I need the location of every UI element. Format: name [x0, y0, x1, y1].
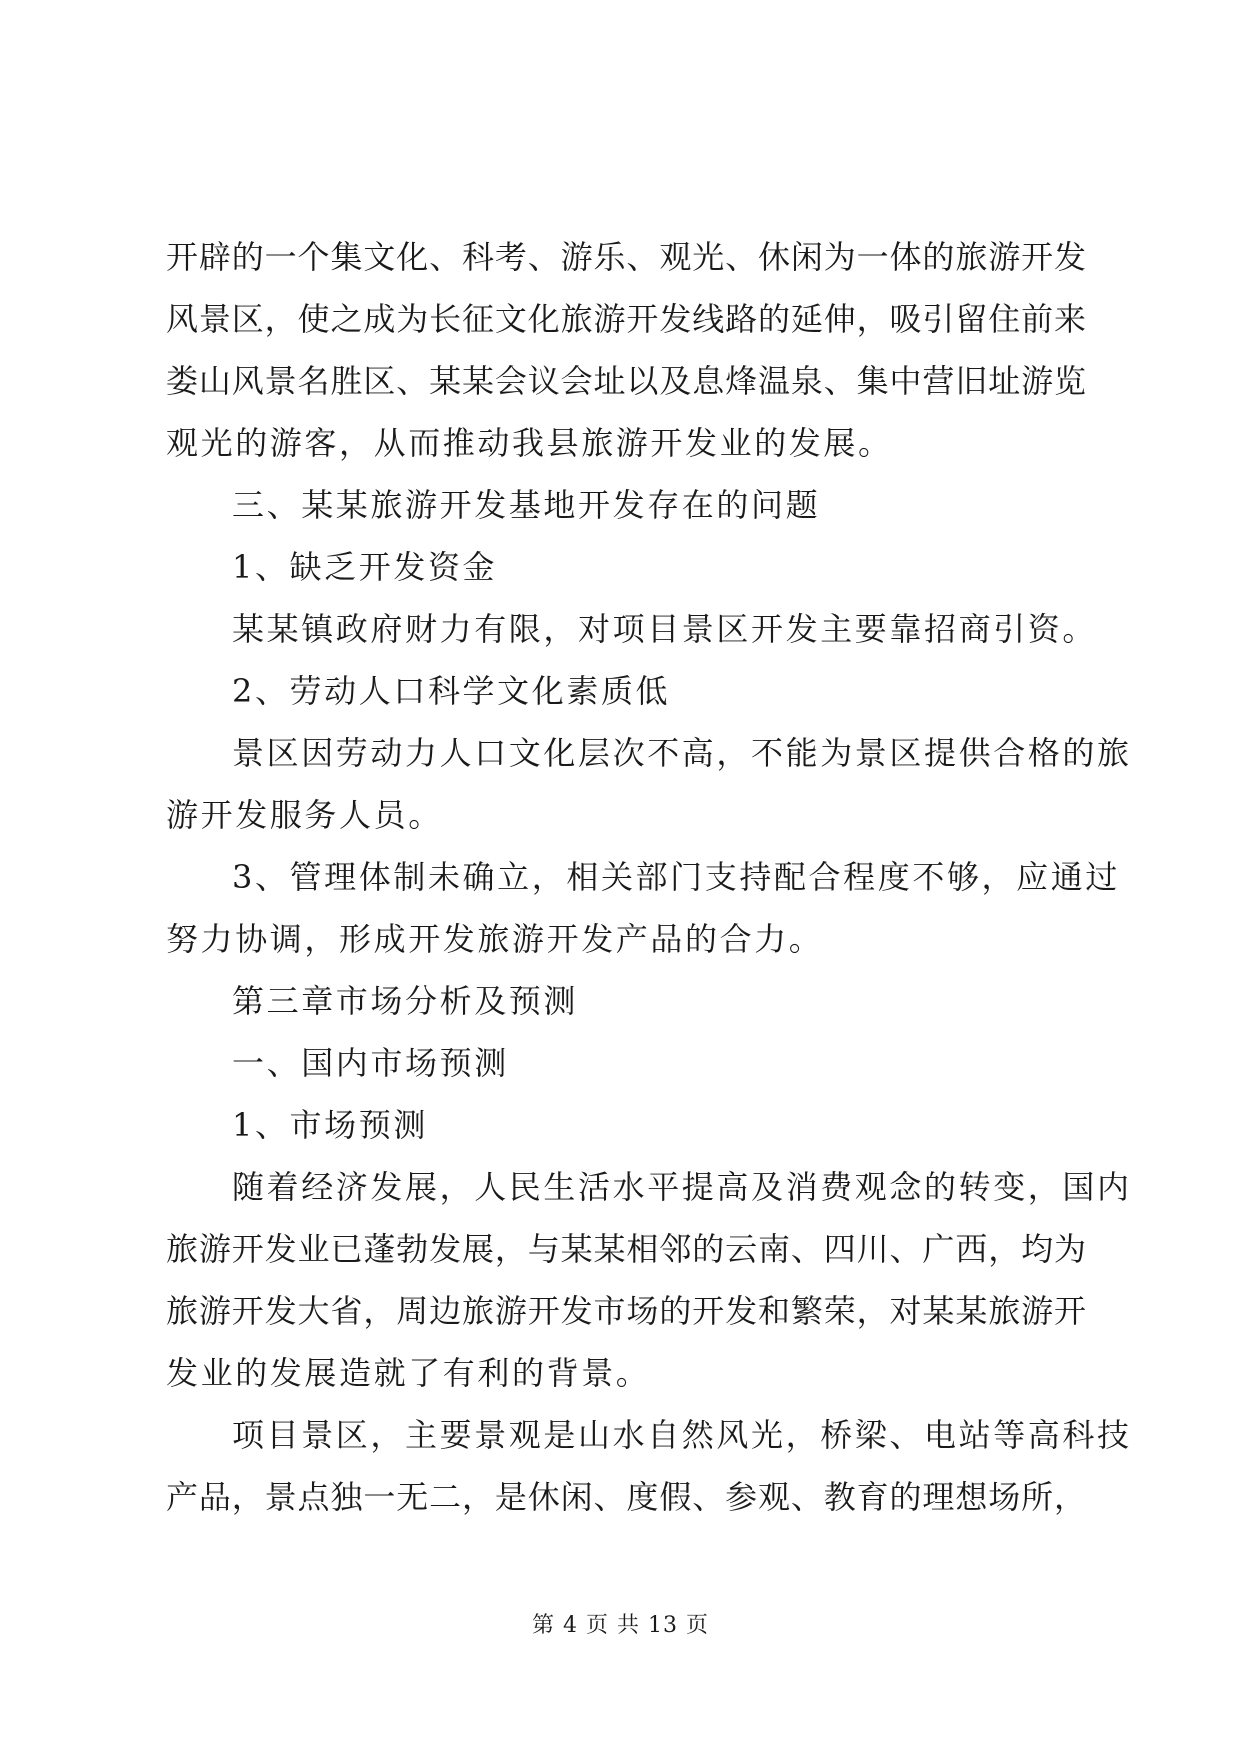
paragraph-line: 旅游开发大省，周边旅游开发市场的开发和繁荣，对某某旅游开	[166, 1292, 1086, 1330]
document-body	[166, 226, 1132, 1528]
chapter-heading: 第三章市场分析及预测	[232, 982, 579, 1020]
section-heading: 一、国内市场预测	[232, 1044, 509, 1082]
paragraph-line: 观光的游客，从而推动我县旅游开发业的发展。	[166, 424, 893, 462]
paragraph-line: 旅游开发业已蓬勃发展，与某某相邻的云南、四川、广西，均为	[166, 1230, 1086, 1268]
paragraph-line: 项目景区，主要景观是山水自然风光，桥梁、电站等高科技	[232, 1416, 1132, 1454]
section-heading: 三、某某旅游开发基地开发存在的问题	[232, 486, 821, 524]
paragraph-line: 3、管理体制未确立，相关部门支持配合程度不够，应通过	[232, 858, 1120, 896]
paragraph-line: 景区因劳动力人口文化层次不高，不能为景区提供合格的旅	[232, 734, 1132, 772]
page-number-footer: 第 4 页 共 13 页	[532, 1613, 709, 1638]
paragraph-line: 产品，景点独一无二，是休闲、度假、参观、教育的理想场所，	[166, 1478, 1086, 1516]
subsection-heading: 2、劳动人口科学文化素质低	[232, 672, 671, 710]
paragraph-line: 努力协调，形成开发旅游开发产品的合力。	[166, 920, 824, 958]
subsection-heading: 1、缺乏开发资金	[232, 548, 498, 586]
paragraph-line: 发业的发展造就了有利的背景。	[166, 1354, 651, 1392]
paragraph-line: 某某镇政府财力有限，对项目景区开发主要靠招商引资。	[232, 610, 1098, 648]
paragraph-line: 随着经济发展，人民生活水平提高及消费观念的转变，国内	[232, 1168, 1132, 1206]
subsection-heading: 1、市场预测	[232, 1106, 428, 1144]
paragraph-line: 开辟的一个集文化、科考、游乐、观光、休闲为一体的旅游开发	[166, 238, 1086, 276]
paragraph-line: 游开发服务人员。	[166, 796, 443, 834]
paragraph-line: 娄山风景名胜区、某某会议会址以及息烽温泉、集中营旧址游览	[166, 362, 1086, 400]
paragraph-line: 风景区，使之成为长征文化旅游开发线路的延伸，吸引留住前来	[166, 300, 1086, 338]
